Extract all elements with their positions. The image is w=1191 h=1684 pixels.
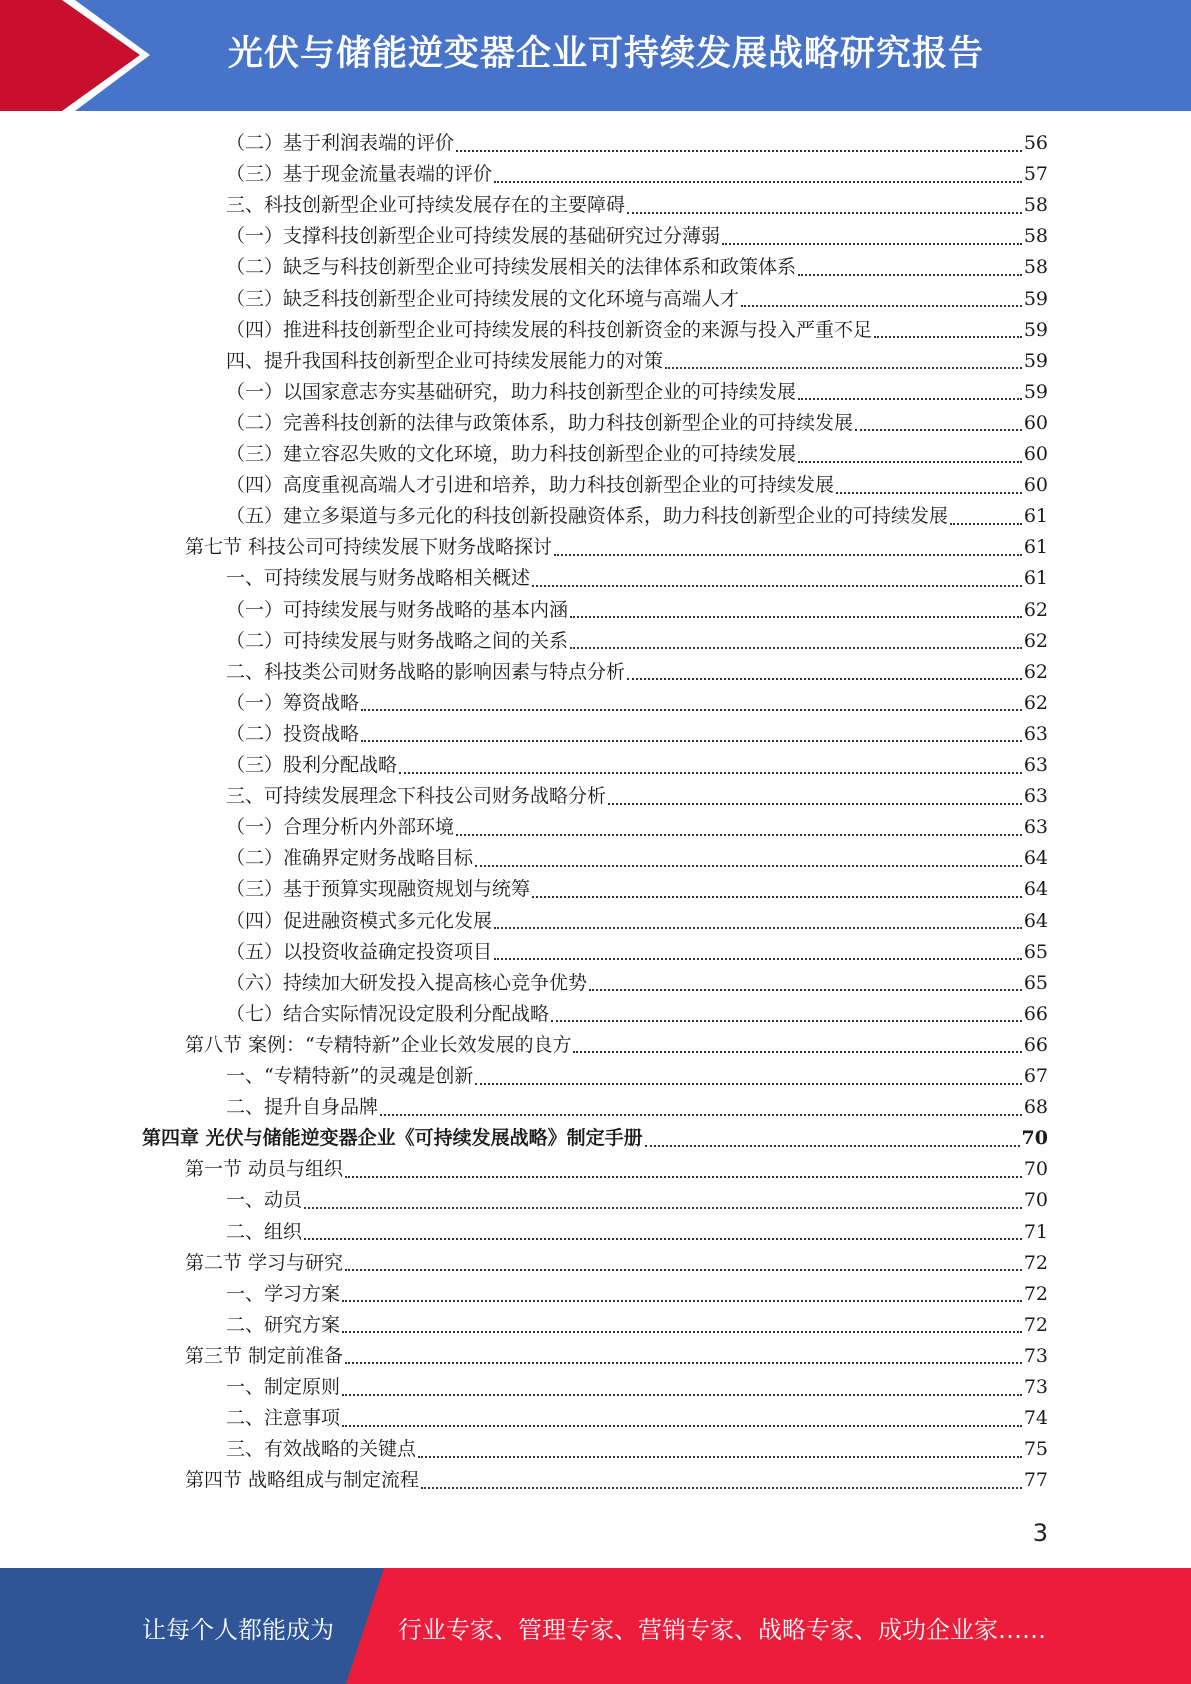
toc-entry-title: 第四章 光伏与储能逆变器企业《可持续发展战略》制定手册 <box>142 1127 643 1150</box>
header-red-arrow <box>0 0 150 111</box>
toc-entry[interactable] <box>226 439 1048 470</box>
toc-leader-dots <box>342 1394 1022 1396</box>
toc-entry-page: 59 <box>1023 287 1048 310</box>
toc-entry-title: 三、可持续发展理念下科技公司财务战略分析 <box>226 785 607 808</box>
toc-entry[interactable] <box>226 563 1048 594</box>
toc-entry-title: 二、研究方案 <box>226 1313 341 1336</box>
toc-entry[interactable] <box>185 1465 1048 1496</box>
toc-entry-page: 61 <box>1023 505 1048 528</box>
toc-leader-dots <box>798 274 1022 276</box>
toc-entry-page: 57 <box>1023 163 1048 186</box>
toc-entry-title: 二、提升自身品牌 <box>226 1096 379 1119</box>
toc-entry-page: 56 <box>1023 132 1048 154</box>
toc-entry[interactable] <box>142 1123 1048 1154</box>
toc-entry-title: （二）缺乏与科技创新型企业可持续发展相关的法律体系和政策体系 <box>226 256 797 279</box>
toc-entry-title: （二）基于利润表端的评价 <box>226 132 455 154</box>
page-header <box>0 0 1191 111</box>
toc-entry[interactable] <box>226 1434 1048 1465</box>
toc-leader-dots <box>345 1176 1022 1178</box>
toc-leader-dots <box>532 896 1022 898</box>
toc-entry[interactable] <box>226 408 1048 439</box>
toc-entry-page: 60 <box>1023 411 1048 434</box>
toc-entry-title: （一）以国家意志夯实基础研究，助力科技创新型企业的可持续发展 <box>226 380 797 403</box>
toc-entry[interactable] <box>226 221 1048 252</box>
toc-entry[interactable] <box>226 1372 1048 1403</box>
toc-entry-page: 63 <box>1023 754 1048 776</box>
toc-entry-title: （七）结合实际情况设定股利分配战略 <box>226 1002 550 1025</box>
toc-entry[interactable] <box>226 1403 1048 1434</box>
toc-entry-page: 61 <box>1023 567 1048 590</box>
toc-entry-page: 73 <box>1023 1344 1048 1367</box>
toc-entry-title: 三、有效战略的关键点 <box>226 1438 417 1461</box>
toc-entry[interactable] <box>226 1092 1048 1123</box>
toc-entry[interactable] <box>185 1341 1048 1372</box>
toc-entry-page: 70 <box>1023 1158 1048 1181</box>
toc-entry[interactable] <box>226 843 1048 874</box>
toc-entry-page: 60 <box>1023 474 1048 497</box>
toc-entry-page: 64 <box>1023 909 1048 932</box>
toc-entry[interactable] <box>226 657 1048 688</box>
toc-entry-title: 三、科技创新型企业可持续发展存在的主要障碍 <box>226 194 626 217</box>
toc-entry-title: 二、组织 <box>226 1220 303 1243</box>
toc-leader-dots <box>573 1051 1021 1053</box>
toc-entry[interactable] <box>226 159 1048 190</box>
toc-leader-dots <box>741 305 1022 307</box>
toc-entry[interactable] <box>226 1185 1048 1216</box>
toc-entry-page: 64 <box>1023 847 1048 870</box>
toc-entry[interactable] <box>226 190 1048 221</box>
toc-leader-dots <box>722 243 1022 245</box>
toc-leader-dots <box>494 927 1022 929</box>
toc-entry-title: （二）可持续发展与财务战略之间的关系 <box>226 629 569 652</box>
toc-entry[interactable] <box>226 688 1048 719</box>
toc-leader-dots <box>608 803 1022 805</box>
toc-entry-title: 第四节 战略组成与制定流程 <box>185 1469 420 1492</box>
toc-leader-dots <box>342 1331 1022 1333</box>
toc-entry-title: 第二节 学习与研究 <box>185 1251 344 1274</box>
toc-entry-page: 75 <box>1023 1438 1048 1461</box>
toc-entry-title: 二、科技类公司财务战略的影响因素与特点分析 <box>226 660 626 683</box>
page-number: 3 <box>1032 1519 1048 1547</box>
toc-leader-dots <box>570 647 1022 649</box>
toc-entry-title: 一、“专精特新”的灵魂是创新 <box>226 1065 474 1087</box>
toc-leader-dots <box>418 1456 1022 1458</box>
toc-entry-title: （二）投资战略 <box>226 722 360 745</box>
toc-leader-dots <box>665 367 1022 369</box>
toc-entry-title: 四、提升我国科技创新型企业可持续发展能力的对策 <box>226 349 664 372</box>
toc-entry-title: （三）缺乏科技创新型企业可持续发展的文化环境与高端人才 <box>226 287 740 310</box>
toc-leader-dots <box>627 212 1022 214</box>
toc-leader-dots <box>345 1362 1022 1364</box>
toc-leader-dots <box>304 1207 1022 1209</box>
toc-entry-page: 61 <box>1023 536 1048 559</box>
toc-entry[interactable] <box>226 874 1048 905</box>
toc-leader-dots <box>399 772 1022 774</box>
toc-entry-title: （五）以投资收益确定投资项目 <box>226 940 493 963</box>
toc-entry-page: 63 <box>1023 816 1048 839</box>
toc-entry[interactable] <box>226 377 1048 408</box>
toc-leader-dots <box>554 554 1022 556</box>
toc-leader-dots <box>645 1145 1020 1147</box>
toc-entry[interactable] <box>185 1248 1048 1279</box>
toc-entry-title: （二）完善科技创新的法律与政策体系，助力科技创新型企业的可持续发展 <box>226 411 854 434</box>
toc-leader-dots <box>627 678 1022 680</box>
toc-entry-page: 68 <box>1023 1096 1048 1119</box>
toc-leader-dots <box>475 865 1022 867</box>
toc-entry[interactable] <box>226 1217 1048 1248</box>
toc-entry-page: 73 <box>1023 1376 1048 1398</box>
toc-leader-dots <box>456 150 1022 152</box>
toc-entry-title: 第三节 制定前准备 <box>185 1344 344 1367</box>
toc-entry-page: 72 <box>1023 1313 1048 1336</box>
toc-entry-title: （一）可持续发展与财务战略的基本内涵 <box>226 598 569 621</box>
toc-entry-title: 第七节 科技公司可持续发展下财务战略探讨 <box>185 536 553 559</box>
toc-entry-page: 59 <box>1023 318 1048 341</box>
toc-entry-title: （一）支撑科技创新型企业可持续发展的基础研究过分薄弱 <box>226 225 721 248</box>
toc-entry[interactable] <box>226 1061 1048 1092</box>
toc-entry-page: 72 <box>1023 1251 1048 1274</box>
toc-leader-dots <box>361 740 1022 742</box>
toc-entry-title: （四）促进融资模式多元化发展 <box>226 909 493 932</box>
toc-leader-dots <box>855 429 1022 431</box>
toc-entry[interactable] <box>226 1279 1048 1310</box>
toc-leader-dots <box>836 492 1022 494</box>
toc-entry[interactable] <box>226 968 1048 999</box>
toc-entry-title: （一）合理分析内外部环境 <box>226 816 455 839</box>
toc-leader-dots <box>342 1425 1022 1427</box>
toc-leader-dots <box>874 336 1022 338</box>
toc-entry-page: 58 <box>1023 256 1048 279</box>
toc-entry-title: （三）建立容忍失败的文化环境，助力科技创新型企业的可持续发展 <box>226 443 797 465</box>
toc-entry-page: 66 <box>1023 1002 1048 1025</box>
toc-leader-dots <box>551 1020 1022 1022</box>
toc-entry-title: 一、动员 <box>226 1189 303 1212</box>
toc-entry[interactable] <box>226 906 1048 937</box>
toc-entry[interactable] <box>226 719 1048 750</box>
toc-entry[interactable] <box>226 812 1048 843</box>
toc-entry-page: 67 <box>1023 1065 1048 1087</box>
toc-entry-page: 72 <box>1023 1282 1048 1305</box>
toc-entry-title: （三）基于现金流量表端的评价 <box>226 163 493 186</box>
toc-entry[interactable] <box>185 1154 1048 1185</box>
toc-entry-page: 70 <box>1023 1189 1048 1212</box>
toc-entry-page: 65 <box>1023 940 1048 963</box>
footer-slogan-right: 行业专家、管理专家、营销专家、战略专家、成功企业家…… <box>398 1616 1046 1644</box>
toc-leader-dots <box>475 1083 1021 1085</box>
toc-entry-title: 第八节 案例：“专精特新”企业长效发展的良方 <box>185 1033 572 1056</box>
toc-leader-dots <box>361 709 1022 711</box>
toc-entry-page: 77 <box>1023 1469 1048 1492</box>
toc-entry-title: （四）高度重视高端人才引进和培养，助力科技创新型企业的可持续发展 <box>226 474 835 497</box>
toc-leader-dots <box>950 523 1022 525</box>
toc-entry-title: （五）建立多渠道与多元化的科技创新投融资体系，助力科技创新型企业的可持续发展 <box>226 505 949 528</box>
toc-leader-dots <box>342 1300 1022 1302</box>
toc-entry-page: 63 <box>1023 722 1048 745</box>
toc-entry[interactable] <box>226 781 1048 812</box>
toc-entry-title: 一、可持续发展与财务战略相关概述 <box>226 567 531 590</box>
toc-entry[interactable] <box>226 346 1048 377</box>
page-footer <box>0 1568 1191 1684</box>
toc-entry-page: 59 <box>1023 380 1048 403</box>
toc-leader-dots <box>345 1269 1022 1271</box>
toc-entry[interactable] <box>226 937 1048 968</box>
toc-entry[interactable] <box>226 315 1048 346</box>
toc-entry-page: 62 <box>1023 691 1048 714</box>
toc-entry-page: 66 <box>1023 1033 1048 1056</box>
toc-entry[interactable] <box>185 1030 1048 1061</box>
toc-entry[interactable] <box>226 1310 1048 1341</box>
toc-entry-page: 64 <box>1023 878 1048 901</box>
toc-entry[interactable] <box>226 252 1048 283</box>
toc-entry-page: 70 <box>1021 1127 1048 1150</box>
toc-entry[interactable] <box>226 999 1048 1030</box>
toc-entry-page: 62 <box>1023 629 1048 652</box>
footer-slogan-left: 让每个人都能成为 <box>142 1616 334 1644</box>
toc-leader-dots <box>380 1114 1022 1116</box>
toc-leader-dots <box>798 398 1022 400</box>
toc-leader-dots <box>494 958 1022 960</box>
toc-entry-title: 一、制定原则 <box>226 1376 341 1398</box>
toc-entry-title: 二、注意事项 <box>226 1407 341 1430</box>
toc-entry-page: 59 <box>1023 349 1048 372</box>
toc-leader-dots <box>494 181 1022 183</box>
toc-entry-page: 74 <box>1023 1407 1048 1430</box>
toc-entry-title: （三）基于预算实现融资规划与统筹 <box>226 878 531 901</box>
toc-entry-title: （六）持续加大研发投入提高核心竞争优势 <box>226 971 588 994</box>
toc-entry[interactable] <box>226 750 1048 781</box>
toc-entry-title: （一）筹资战略 <box>226 691 360 714</box>
toc-leader-dots <box>304 1238 1022 1240</box>
toc-entry-page: 60 <box>1023 443 1048 465</box>
toc-entry-page: 65 <box>1023 971 1048 994</box>
report-title: 光伏与储能逆变器企业可持续发展战略研究报告 <box>228 34 985 74</box>
toc-leader-dots <box>570 616 1022 618</box>
toc-leader-dots <box>532 585 1022 587</box>
toc-entry-page: 63 <box>1023 785 1048 808</box>
toc-leader-dots <box>798 461 1022 463</box>
toc-entry[interactable] <box>226 595 1048 626</box>
toc-entry[interactable] <box>226 470 1048 501</box>
toc-entry-title: 一、学习方案 <box>226 1282 341 1305</box>
toc-entry[interactable] <box>185 532 1048 563</box>
toc-entry-page: 62 <box>1023 660 1048 683</box>
toc-entry-title: 第一节 动员与组织 <box>185 1158 344 1181</box>
toc-entry-title: （二）准确界定财务战略目标 <box>226 847 474 870</box>
toc-entry[interactable] <box>226 626 1048 657</box>
toc-entry[interactable] <box>226 128 1048 159</box>
toc-leader-dots <box>456 834 1022 836</box>
toc-entry-page: 58 <box>1023 194 1048 217</box>
toc-entry[interactable] <box>226 284 1048 315</box>
toc-entry-title: （四）推进科技创新型企业可持续发展的科技创新资金的来源与投入严重不足 <box>226 318 873 341</box>
toc-entry-page: 58 <box>1023 225 1048 248</box>
toc-leader-dots <box>589 989 1022 991</box>
toc-entry[interactable] <box>226 501 1048 532</box>
toc-entry-title: （三）股利分配战略 <box>226 754 398 776</box>
toc-entry-page: 62 <box>1023 598 1048 621</box>
toc-entry-page: 71 <box>1023 1220 1048 1243</box>
toc-leader-dots <box>421 1487 1022 1489</box>
